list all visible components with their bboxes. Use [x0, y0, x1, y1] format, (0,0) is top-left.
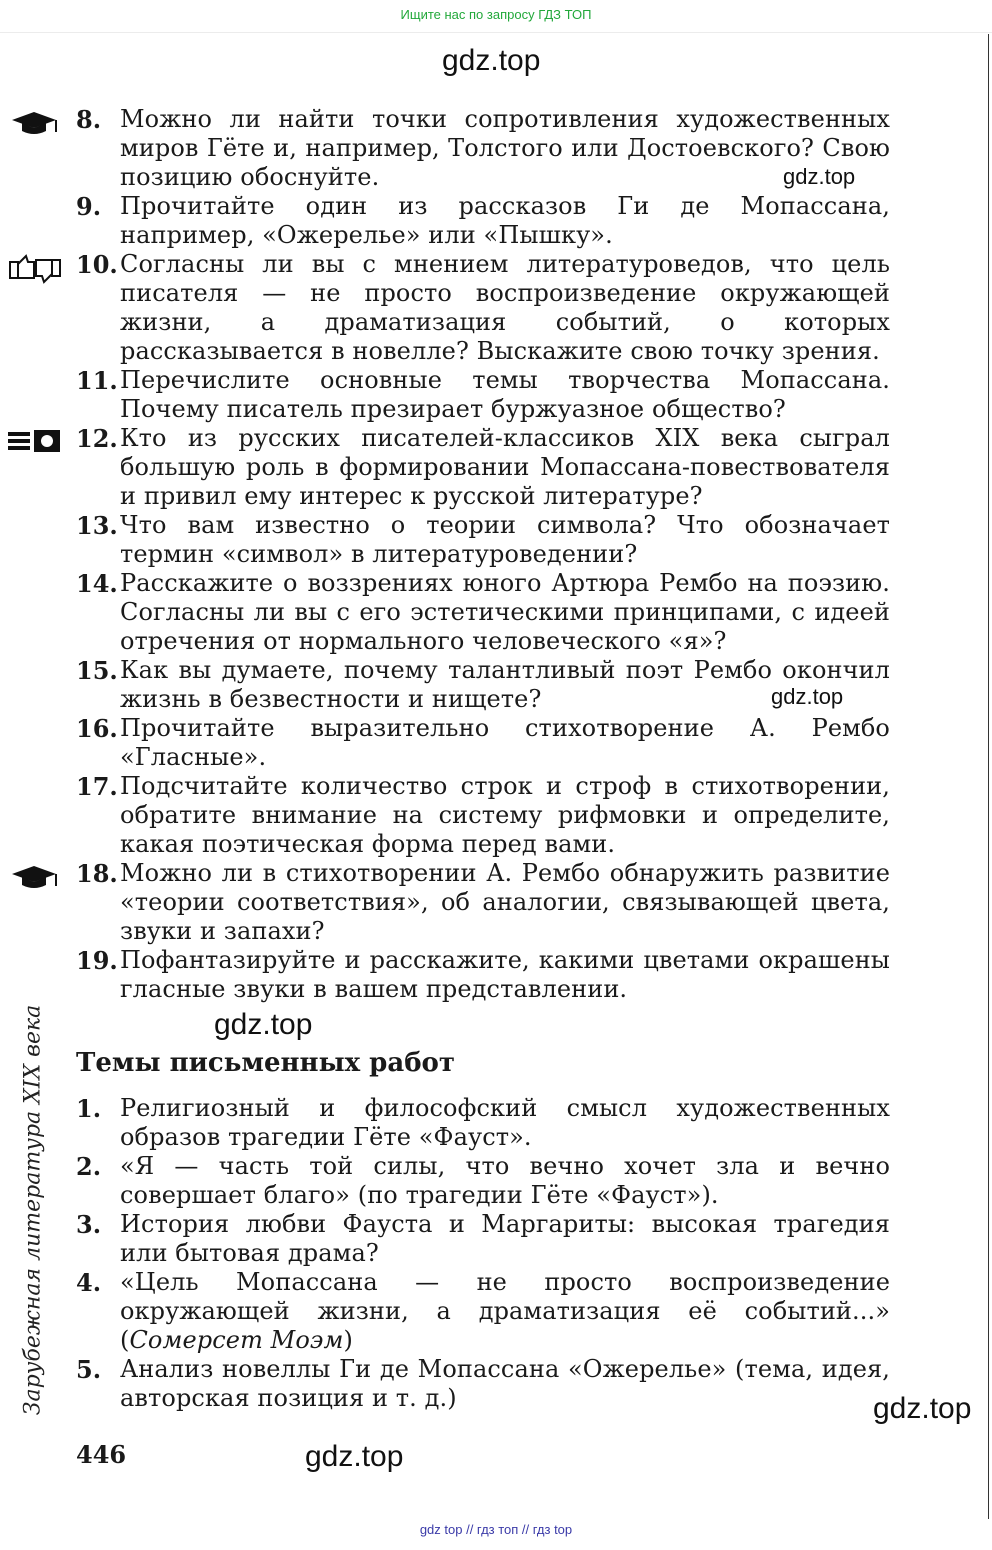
- watermark: gdz.top: [783, 164, 856, 189]
- question-item: [76, 105, 890, 192]
- topic-number: 1.: [76, 1094, 102, 1123]
- question-number: 12.: [76, 424, 118, 453]
- topic-text-tail: ): [343, 1326, 353, 1354]
- topic-text: Анализ новеллы Ги де Мопассана «Ожерелье» (тема, идея, авторская позиция и т. д.): [120, 1355, 890, 1412]
- question-text: Подсчитайте количество строк и строф в стихотворении, обратите внимание на систему рифмовки и определите, какая поэтическая форма перед вами.: [120, 772, 890, 858]
- question-text: Можно ли в стихотворении А. Рембо обнаружить развитие «теории соответствия», об аналогии, связывающей цвета, звуки и запахи?: [120, 859, 890, 945]
- watermark: gdz.top: [771, 684, 844, 709]
- question-text: Как вы думаете, почему талантливый поэт Рембо окончил жизнь в безвестности и нищете?: [120, 656, 890, 713]
- question-item: [76, 424, 890, 511]
- topic-text: «Я — часть той силы, что вечно хочет зла и вечно совершает благо» (по трагедии Гёте «Фауст»).: [120, 1152, 890, 1209]
- question-number: 9.: [76, 192, 102, 221]
- topic-item: [76, 1152, 890, 1210]
- topic-item: [76, 1210, 890, 1268]
- topic-item: [76, 1268, 890, 1355]
- topic-item: [76, 1094, 890, 1152]
- question-text: Прочитайте один из рассказов Ги де Мопассана, например, «Ожерелье» или «Пышку».: [120, 192, 890, 249]
- topic-text-main: «Цель Мопассана — не просто воспроизведение окружающей жизни, а драматизация её событий...» (: [120, 1268, 890, 1354]
- topic-text: [120, 1268, 890, 1355]
- graduation-cap-icon: [10, 864, 62, 890]
- topic-text: Религиозный и философский смысл художественных образов трагедии Гёте «Фауст».: [120, 1094, 890, 1151]
- watermark: gdz.top: [214, 1008, 313, 1041]
- question-item: [76, 714, 890, 772]
- top-banner: Ищите нас по запросу ГДЗ ТОП: [0, 0, 992, 33]
- question-item: [76, 772, 890, 859]
- question-text: Кто из русских писателей-классиков XIX века сыграл большую роль в формировании Мопассана-повествователя и привил ему интерес к русской литературе?: [120, 424, 890, 510]
- watermark: gdz.top: [873, 1392, 972, 1425]
- footer-links: gdz top // гдз топ // гдз top: [419, 1522, 573, 1537]
- topic-item: [76, 1355, 890, 1413]
- thumbs-up-down-icon: [6, 252, 66, 286]
- topic-number: 2.: [76, 1152, 102, 1181]
- question-number: 8.: [76, 105, 102, 134]
- question-item: [76, 656, 890, 714]
- section-heading: Темы письменных работ: [76, 1048, 456, 1078]
- question-number: 16.: [76, 714, 118, 743]
- question-number: 13.: [76, 511, 118, 540]
- question-item: [76, 192, 890, 250]
- question-number: 11.: [76, 366, 118, 395]
- book-camera-icon: [6, 426, 62, 454]
- topic-author: Сомерсет Моэм: [129, 1326, 344, 1354]
- question-item: [76, 946, 890, 1004]
- topic-number: 3.: [76, 1210, 102, 1239]
- question-text: Пофантазируйте и расскажите, какими цветами окрашены гласные звуки в вашем представлении.: [120, 946, 890, 1003]
- question-item: [76, 366, 890, 424]
- topic-text: История любви Фауста и Маргариты: высокая трагедия или бытовая драма?: [120, 1210, 890, 1267]
- question-number: 15.: [76, 656, 118, 685]
- watermark: gdz.top: [305, 1440, 404, 1473]
- question-item: [76, 569, 890, 656]
- right-page-edge: [988, 34, 989, 1519]
- question-text: Расскажите о воззрениях юного Артюра Рембо на поэзию. Согласны ли вы с его эстетическими принципами, с идеей отречения от нормального человеческого «я»?: [120, 569, 890, 655]
- topic-number: 5.: [76, 1355, 102, 1384]
- question-number: 17.: [76, 772, 118, 801]
- question-text: Прочитайте выразительно стихотворение А. Рембо «Гласные».: [120, 714, 890, 771]
- question-text: Что вам известно о теории символа? Что обозначает термин «символ» в литературоведении?: [120, 511, 890, 568]
- page-number: 446: [76, 1440, 127, 1469]
- questions-list: [76, 105, 890, 1004]
- question-item: [76, 250, 890, 366]
- question-item: [76, 511, 890, 569]
- question-text: Согласны ли вы с мнением литературоведов, что цель писателя — не просто воспроизведение окружающей жизни, а драматизация событий, о которых рассказывается в новелле? Выскажите свою точку зрения.: [120, 250, 890, 365]
- question-item: [76, 859, 890, 946]
- question-number: 18.: [76, 859, 118, 888]
- question-number: 14.: [76, 569, 118, 598]
- question-number: 19.: [76, 946, 118, 975]
- question-text: Можно ли найти точки сопротивления художественных миров Гёте и, например, Толстого или Достоевского? Свою позицию обоснуйте.: [120, 105, 890, 191]
- question-number: 10.: [76, 250, 118, 279]
- topic-number: 4.: [76, 1268, 102, 1297]
- side-running-title: Зарубежная литература XIX века: [20, 1004, 46, 1416]
- graduation-cap-icon: [10, 110, 62, 136]
- question-text: Перечислите основные темы творчества Мопассана. Почему писатель презирает буржуазное общество?: [120, 366, 890, 423]
- watermark: gdz.top: [442, 44, 541, 77]
- written-topics-list: [76, 1094, 890, 1413]
